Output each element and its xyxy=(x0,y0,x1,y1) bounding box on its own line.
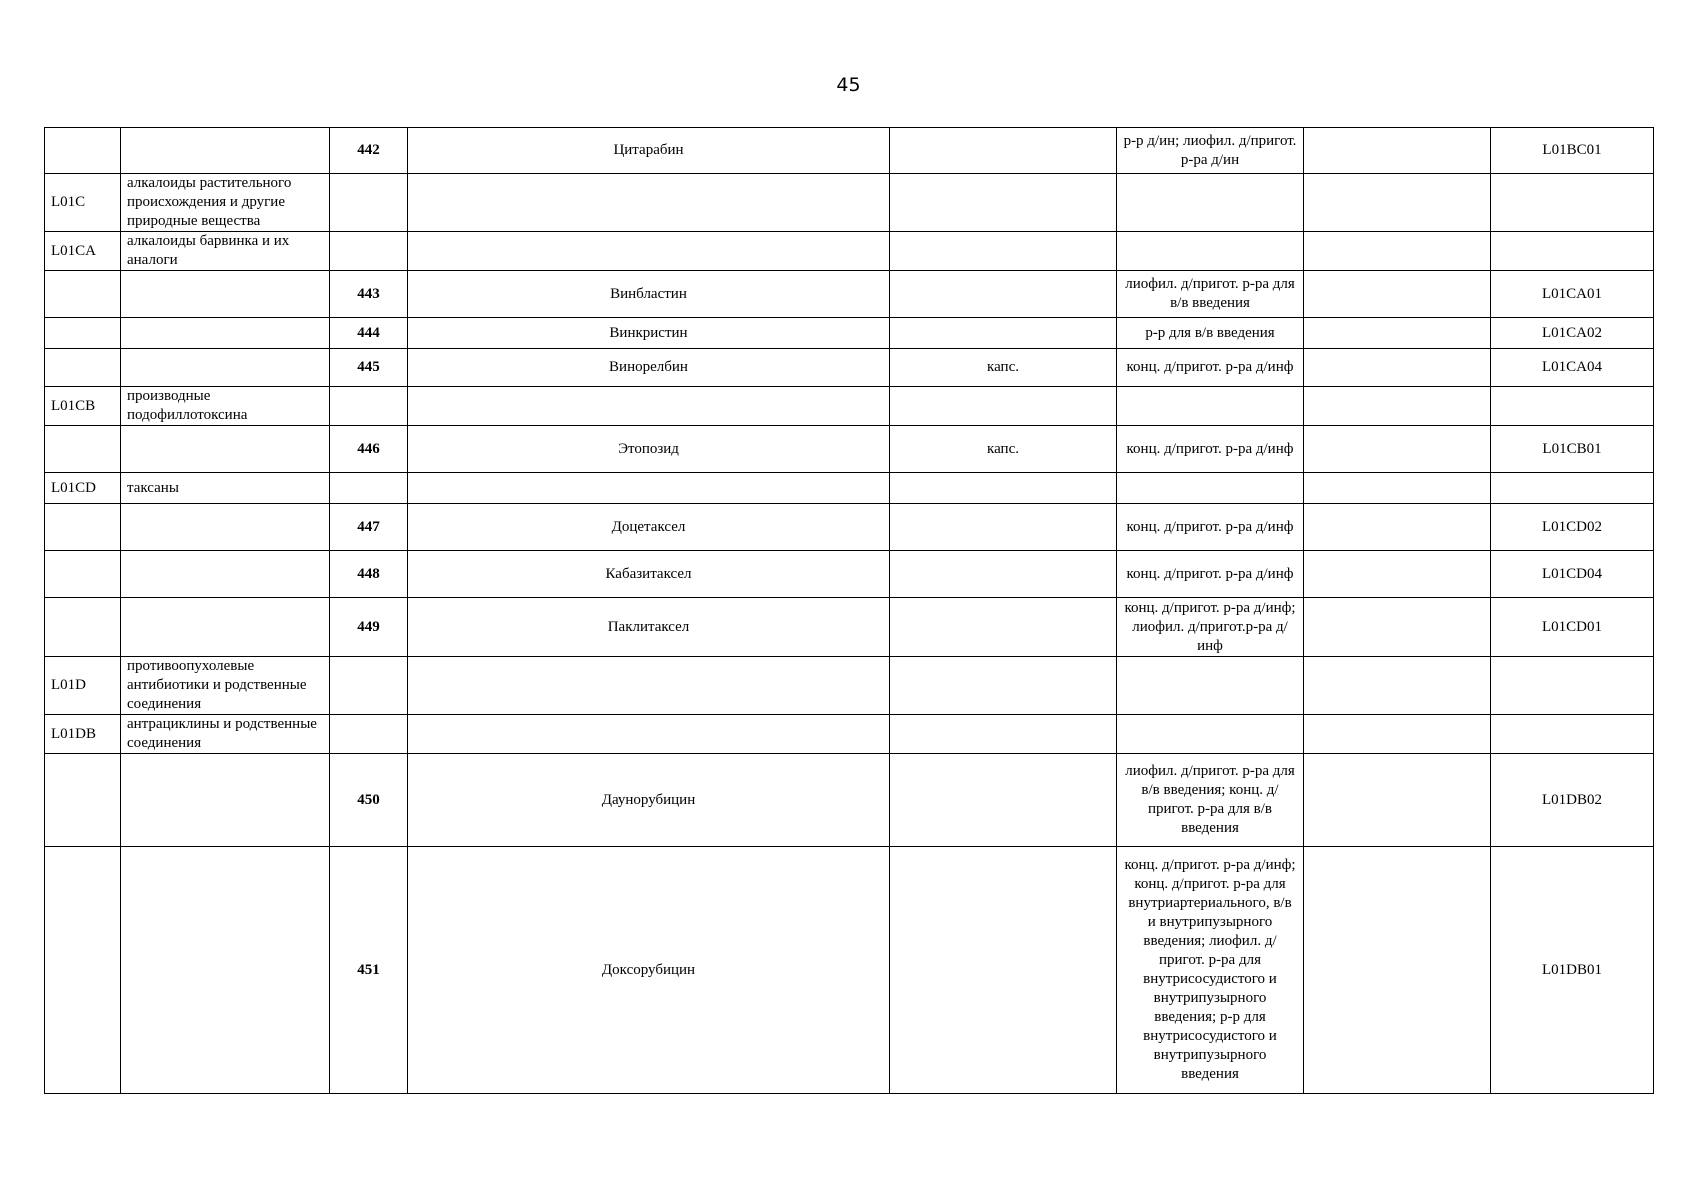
drug-row xyxy=(45,598,1654,657)
group-row xyxy=(45,473,1654,504)
empty-cell xyxy=(330,174,408,232)
empty-cell xyxy=(890,657,1117,715)
atc-group-code: L01CB xyxy=(45,387,121,426)
drug-row xyxy=(45,754,1654,847)
atc-code: L01BC01 xyxy=(1491,128,1654,174)
atc-code: L01CB01 xyxy=(1491,426,1654,473)
group-description: алкалоиды барвинка и их аналоги xyxy=(121,232,330,271)
dosage-form-oral xyxy=(890,128,1117,174)
dosage-form-oral xyxy=(890,847,1117,1094)
drug-number: 442 xyxy=(330,128,408,174)
group-row xyxy=(45,387,1654,426)
extra-info xyxy=(1304,847,1491,1094)
dosage-form: р-р для в/в введения xyxy=(1117,318,1304,349)
empty-cell xyxy=(408,387,890,426)
drug-row xyxy=(45,128,1654,174)
empty-cell xyxy=(1304,387,1491,426)
empty-cell xyxy=(121,318,330,349)
empty-cell xyxy=(1117,387,1304,426)
empty-cell xyxy=(1304,232,1491,271)
drug-name: Доцетаксел xyxy=(408,504,890,551)
drug-name: Цитарабин xyxy=(408,128,890,174)
empty-cell xyxy=(45,128,121,174)
empty-cell xyxy=(1491,232,1654,271)
atc-group-code: L01CA xyxy=(45,232,121,271)
dosage-form-oral xyxy=(890,551,1117,598)
empty-cell xyxy=(45,847,121,1094)
drug-name: Этопозид xyxy=(408,426,890,473)
empty-cell xyxy=(330,387,408,426)
empty-cell xyxy=(45,504,121,551)
empty-cell xyxy=(45,754,121,847)
empty-cell xyxy=(330,715,408,754)
empty-cell xyxy=(121,128,330,174)
extra-info xyxy=(1304,271,1491,318)
dosage-form: конц. д/пригот. р-ра д/инф xyxy=(1117,551,1304,598)
drug-name: Винкристин xyxy=(408,318,890,349)
atc-code: L01DB02 xyxy=(1491,754,1654,847)
empty-cell xyxy=(121,426,330,473)
empty-cell xyxy=(1304,473,1491,504)
empty-cell xyxy=(1117,473,1304,504)
empty-cell xyxy=(890,232,1117,271)
extra-info xyxy=(1304,426,1491,473)
empty-cell xyxy=(121,847,330,1094)
dosage-form: конц. д/пригот. р-ра д/инф; конц. д/пригот. р-ра для внутриартериального, в/в и внутрипузырного введения; лиофил. д/пригот. р-ра для внутрисосудистого и внутрипузырного введения; р-р для внутрисосудистого и внутрипузырного введения xyxy=(1117,847,1304,1094)
empty-cell xyxy=(330,473,408,504)
drug-number: 448 xyxy=(330,551,408,598)
dosage-form-oral xyxy=(890,318,1117,349)
dosage-form: конц. д/пригот. р-ра д/инф xyxy=(1117,426,1304,473)
drug-number: 444 xyxy=(330,318,408,349)
empty-cell xyxy=(1491,473,1654,504)
empty-cell xyxy=(1117,715,1304,754)
dosage-form-oral xyxy=(890,754,1117,847)
empty-cell xyxy=(45,426,121,473)
drug-table xyxy=(44,127,1654,1094)
drug-name: Винбластин xyxy=(408,271,890,318)
empty-cell xyxy=(890,473,1117,504)
drug-number: 447 xyxy=(330,504,408,551)
empty-cell xyxy=(1491,387,1654,426)
atc-code: L01CD01 xyxy=(1491,598,1654,657)
atc-group-code: L01CD xyxy=(45,473,121,504)
empty-cell xyxy=(408,715,890,754)
empty-cell xyxy=(1491,657,1654,715)
empty-cell xyxy=(45,551,121,598)
empty-cell xyxy=(408,473,890,504)
page-number: 45 xyxy=(836,74,861,96)
dosage-form-oral xyxy=(890,598,1117,657)
drug-number: 449 xyxy=(330,598,408,657)
empty-cell xyxy=(1117,232,1304,271)
extra-info xyxy=(1304,318,1491,349)
drug-number: 450 xyxy=(330,754,408,847)
drug-row xyxy=(45,426,1654,473)
empty-cell xyxy=(1491,174,1654,232)
atc-code: L01CA02 xyxy=(1491,318,1654,349)
empty-cell xyxy=(1304,657,1491,715)
drug-name: Даунорубицин xyxy=(408,754,890,847)
drug-number: 451 xyxy=(330,847,408,1094)
extra-info xyxy=(1304,551,1491,598)
atc-code: L01CD02 xyxy=(1491,504,1654,551)
empty-cell xyxy=(121,349,330,387)
drug-row xyxy=(45,504,1654,551)
extra-info xyxy=(1304,754,1491,847)
empty-cell xyxy=(890,387,1117,426)
empty-cell xyxy=(121,598,330,657)
empty-cell xyxy=(45,318,121,349)
drug-name: Винорелбин xyxy=(408,349,890,387)
drug-name: Доксорубицин xyxy=(408,847,890,1094)
group-description: противоопухолевые антибиотики и родственные соединения xyxy=(121,657,330,715)
atc-code: L01CA04 xyxy=(1491,349,1654,387)
extra-info xyxy=(1304,128,1491,174)
empty-cell xyxy=(45,349,121,387)
atc-group-code: L01DB xyxy=(45,715,121,754)
dosage-form: конц. д/пригот. р-ра д/инф xyxy=(1117,504,1304,551)
drug-number: 445 xyxy=(330,349,408,387)
dosage-form-oral xyxy=(890,271,1117,318)
empty-cell xyxy=(121,504,330,551)
extra-info xyxy=(1304,349,1491,387)
atc-code: L01CD04 xyxy=(1491,551,1654,598)
extra-info xyxy=(1304,504,1491,551)
group-row xyxy=(45,232,1654,271)
drug-row xyxy=(45,551,1654,598)
group-row xyxy=(45,715,1654,754)
dosage-form-oral: капс. xyxy=(890,349,1117,387)
empty-cell xyxy=(890,174,1117,232)
group-description: таксаны xyxy=(121,473,330,504)
empty-cell xyxy=(1491,715,1654,754)
drug-row xyxy=(45,349,1654,387)
atc-group-code: L01C xyxy=(45,174,121,232)
dosage-form: конц. д/пригот. р-ра д/инф xyxy=(1117,349,1304,387)
drug-row xyxy=(45,318,1654,349)
dosage-form: конц. д/пригот. р-ра д/инф; лиофил. д/пригот.р-ра д/инф xyxy=(1117,598,1304,657)
empty-cell xyxy=(408,657,890,715)
dosage-form: лиофил. д/пригот. р-ра для в/в введения; конц. д/пригот. р-ра для в/в введения xyxy=(1117,754,1304,847)
empty-cell xyxy=(1304,715,1491,754)
group-description: производные подофиллотоксина xyxy=(121,387,330,426)
empty-cell xyxy=(1117,174,1304,232)
drug-row xyxy=(45,847,1654,1094)
empty-cell xyxy=(121,754,330,847)
empty-cell xyxy=(1304,174,1491,232)
empty-cell xyxy=(45,598,121,657)
dosage-form-oral xyxy=(890,504,1117,551)
empty-cell xyxy=(121,271,330,318)
empty-cell xyxy=(330,657,408,715)
empty-cell xyxy=(1117,657,1304,715)
empty-cell xyxy=(45,271,121,318)
group-row xyxy=(45,657,1654,715)
drug-name: Паклитаксел xyxy=(408,598,890,657)
atc-group-code: L01D xyxy=(45,657,121,715)
drug-name: Кабазитаксел xyxy=(408,551,890,598)
empty-cell xyxy=(330,232,408,271)
dosage-form-oral: капс. xyxy=(890,426,1117,473)
dosage-form: р-р д/ин; лиофил. д/пригот. р-ра д/ин xyxy=(1117,128,1304,174)
empty-cell xyxy=(408,232,890,271)
group-row xyxy=(45,174,1654,232)
drug-number: 443 xyxy=(330,271,408,318)
empty-cell xyxy=(121,551,330,598)
drug-row xyxy=(45,271,1654,318)
atc-code: L01CA01 xyxy=(1491,271,1654,318)
empty-cell xyxy=(890,715,1117,754)
empty-cell xyxy=(408,174,890,232)
drug-number: 446 xyxy=(330,426,408,473)
atc-code: L01DB01 xyxy=(1491,847,1654,1094)
group-description: антрациклины и родственные соединения xyxy=(121,715,330,754)
dosage-form: лиофил. д/пригот. р-ра для в/в введения xyxy=(1117,271,1304,318)
group-description: алкалоиды растительного происхождения и другие природные вещества xyxy=(121,174,330,232)
extra-info xyxy=(1304,598,1491,657)
